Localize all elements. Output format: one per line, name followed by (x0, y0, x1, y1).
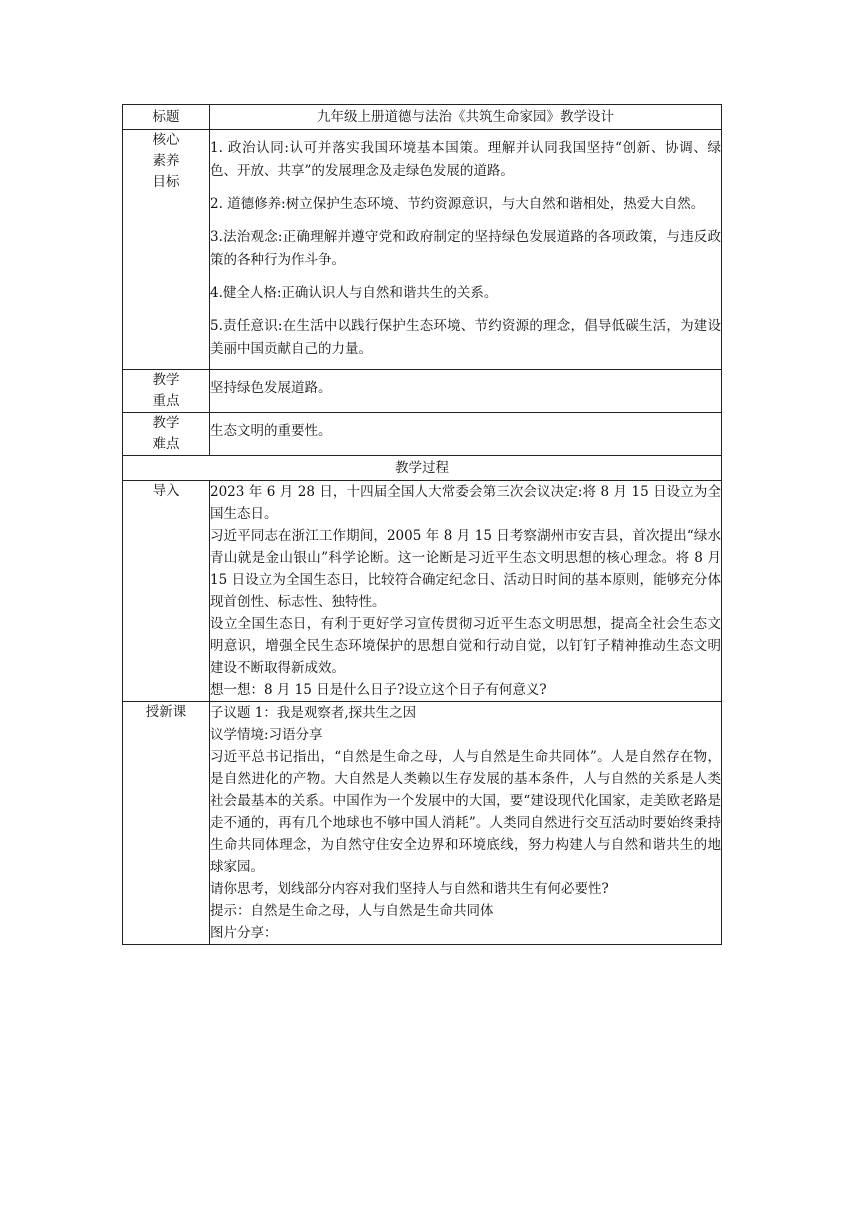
key-point-label (123, 370, 210, 413)
difficulty-cell (210, 413, 722, 456)
process-header-cell (123, 456, 722, 481)
core-goals-label-line: 素养 (152, 153, 180, 169)
difficulty-label-line: 难点 (152, 436, 180, 452)
title-row (123, 105, 722, 130)
image-share-label: 图片分享： (210, 925, 278, 941)
core-goals-label-line: 目标 (152, 174, 180, 190)
core-goals-content (210, 130, 722, 370)
new-lesson-row (123, 702, 722, 945)
goal-item: 5.责任意识:在生活中以践行保护生态环境、节约资源的理念，倡导低碳生活，为建设美丽中国贡献自己的力量。 (210, 318, 721, 357)
title-label: 标题 (152, 109, 180, 125)
key-point-text: 坚持绿色发展道路。 (210, 380, 332, 396)
difficulty-text: 生态文明的重要性。 (210, 423, 332, 439)
new-lesson-content (210, 702, 722, 945)
hint-paragraph: 提示：自然是生命之母，人与自然是生命共同体 (210, 903, 494, 919)
quote-paragraph: 习近平总书记指出，“自然是生命之母，人与自然是生命共同体”。人是自然存在物，是自然进化的产物。大自然是人类赖以生存发展的基本条件，人与自然的关系是人类社会最基本的关系。中国作为一个发展中的大国，要“建设现代化国家，走美欧老路是走不通的，再有几个地球也不够中国人消耗”。人类同自然进行交互活动时要始终秉持生命共同体理念，为自然守住安全边界和环境底线，努力构建人与自然和谐共生的地球家园。 (210, 749, 721, 875)
goal-item: 1. 政治认同:认可并落实我国环境基本国策。理解并认同我国坚持“创新、协调、绿色、开放、共享”的发展理念及走绿色发展的道路。 (210, 140, 721, 179)
goal-item: 3.法治观念:正确理解并遵守党和政府制定的坚持绿色发展道路的各项政策，与违反政策的各种行为作斗争。 (210, 229, 721, 268)
core-goals-label (123, 130, 210, 370)
subtopic-heading: 子议题 1：我是观察者,探共生之因 (210, 705, 417, 721)
difficulty-label-line: 教学 (152, 415, 180, 431)
difficulty-row (123, 413, 722, 456)
process-title: 教学过程 (395, 460, 449, 476)
title-cell (210, 105, 722, 130)
scenario-heading: 议学情境:习语分享 (210, 727, 323, 743)
new-lesson-label: 授新课 (123, 702, 210, 945)
key-point-label-line: 教学 (152, 372, 180, 388)
intro-paragraph: 2023 年 6 月 28 日，十四届全国人大常委会第三次会议决定:将 8 月 15 日设立为全国生态日。 (210, 484, 721, 522)
difficulty-label (123, 413, 210, 456)
document-title: 九年级上册道德与法治《共筑生命家园》教学设计 (317, 109, 614, 125)
intro-row (123, 481, 722, 702)
lesson-plan-table (122, 104, 722, 945)
core-goals-label-line: 核心 (152, 132, 180, 148)
intro-content (210, 481, 722, 702)
goal-item: 4.健全人格:正确认识人与自然和谐共生的关系。 (210, 285, 498, 301)
intro-paragraph: 习近平同志在浙江工作期间，2005 年 8 月 15 日考察湖州市安吉县，首次提出“绿水青山就是金山银山”科学论断。这一论断是习近平生态文明思想的核心理念。将 8 月 15 日设立为全国生态日，比较符合确定纪念日、活动日时间的基本原则，能够充分体现首创性、标志性、独特性。 (210, 528, 721, 610)
core-goals-row (123, 130, 722, 370)
title-label-cell (123, 105, 210, 130)
intro-paragraph: 设立全国生态日，有利于更好学习宣传贯彻习近平生态文明思想，提高全社会生态文明意识，增强全民生态环境保护的思想自觉和行动自觉，以钉钉子精神推动生态文明建设不断取得新成效。 (210, 616, 721, 676)
key-point-row (123, 370, 722, 413)
process-header-row (123, 456, 722, 481)
intro-label: 导入 (123, 481, 210, 702)
key-point-cell (210, 370, 722, 413)
question-paragraph: 请你思考，划线部分内容对我们坚持人与自然和谐共生有何必要性? (210, 881, 609, 897)
goal-item: 2. 道德修养:树立保护生态环境、节约资源意识，与大自然和谐相处，热爱大自然。 (210, 196, 705, 212)
intro-question: 想一想：8 月 15 日是什么日子?设立这个日子有何意义? (210, 682, 547, 698)
key-point-label-line: 重点 (152, 393, 180, 409)
